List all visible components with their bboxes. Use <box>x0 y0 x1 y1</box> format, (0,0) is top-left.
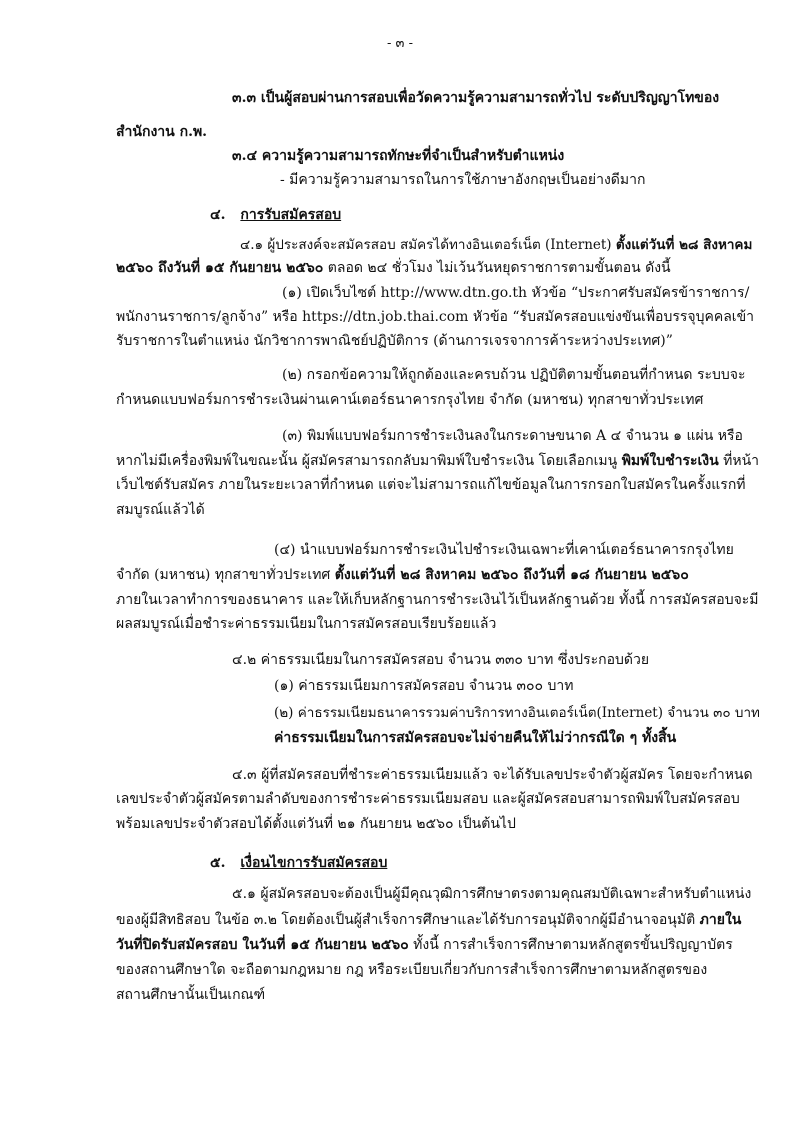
step3-line1: (๓) พิมพ์แบบฟอร์มการชำระเงินลงในกระดาษขนาด A ๔ จำนวน ๑ แผ่น หรือ <box>282 428 743 444</box>
sec5-1-line2-text: ของผู้มีสิทธิสอบ ในข้อ ๓.๒ โดยต้องเป็นผู้สำเร็จการศึกษาและได้รับการอนุมัติจากผู้มีอำนาจอนุมัติ <box>116 912 700 928</box>
sec4-1-line2 <box>116 258 671 278</box>
step1-line3: รับราชการในตำแหน่ง นักวิชาการพาณิชย์ปฏิบัติการ (ด้านการเจรจาการค้าระหว่างประเทศ)” <box>116 333 673 349</box>
sec5-1-line1: ๕.๑ ผู้สมัครสอบจะต้องเป็นผู้มีคุณวุฒิการศึกษาตรงตามคุณสมบัติเฉพาะสำหรับตำแหน่ง <box>232 886 752 902</box>
step4-line3: ภายในเวลาทำการของธนาคาร และให้เก็บหลักฐานการชำระเงินไว้เป็นหลักฐานด้วย ทั้งนี้ การสมัครสอบจะมี <box>116 592 759 608</box>
sec4-title: การรับสมัครสอบ <box>240 207 342 223</box>
sec3-3-line1: ๓.๓ เป็นผู้สอบผ่านการสอบเพื่อวัดความรู้ความสามารถทั่วไป ระดับปริญญาโทของ <box>232 90 720 106</box>
sec5-heading <box>210 853 387 873</box>
sec4-2-item1: (๑) ค่าธรรมเนียมการสมัครสอบ จำนวน ๓๐๐ บาท <box>274 678 574 694</box>
sec4-heading <box>210 205 341 225</box>
step3-line2-end: ที่หน้า <box>718 453 760 469</box>
sec5-1-line3-date: วันที่ปิดรับสมัครสอบ ในวันที่ ๑๕ กันยายน ๒๕๖๐ <box>116 937 409 953</box>
step4-line2 <box>116 565 689 585</box>
sec4-3-line1: ๔.๓ ผู้ที่สมัครสอบที่ชำระค่าธรรมเนียมแล้ว จะได้รับเลขประจำตัวผู้สมัคร โดยจะกำหนด <box>232 767 753 783</box>
sec4-2-title: ๔.๒ ค่าธรรมเนียมในการสมัครสอบ จำนวน ๓๓๐ บาท ซึ่งประกอบด้วย <box>232 652 650 668</box>
sec5-1-line5: สถานศึกษานั้นเป็นเกณฑ์ <box>116 987 266 1003</box>
step1-line2: พนักงานราชการ/ลูกจ้าง” หรือ https://dtn.job.thai.com หัวข้อ “รับสมัครสอบแข่งขันเพื่อบรรจุบุคคลเข้า <box>116 309 754 325</box>
sec4-1-line2-text: ตลอด ๒๔ ชั่วโมง ไม่เว้นวันหยุดราชการตามขั้นตอน ดังนี้ <box>323 260 671 276</box>
step4-line1: (๔) นำแบบฟอร์มการชำระเงินไปชำระเงินเฉพาะที่เคาน์เตอร์ธนาคารกรุงไทย <box>274 542 734 558</box>
sec3-4-title: ๓.๔ ความรู้ความสามารถทักษะที่จำเป็นสำหรับตำแหน่ง <box>232 148 565 164</box>
sec4-1-line1 <box>240 235 752 255</box>
step3-line2 <box>116 451 759 471</box>
step3-line2-text: หากไม่มีเครื่องพิมพ์ในขณะนั้น ผู้สมัครสามารถกลับมาพิมพ์ใบชำระเงิน โดยเลือกเมนู <box>116 453 622 469</box>
sec3-3-line2: สำนักงาน ก.พ. <box>116 124 208 140</box>
step4-line2-text: จำกัด (มหาชน) ทุกสาขาทั่วประเทศ <box>116 567 335 583</box>
sec5-1-line2 <box>116 910 741 930</box>
sec4-1-line1-date: ตั้งแต่วันที่ ๒๘ สิงหาคม <box>615 237 753 253</box>
step2-line2: กำหนดแบบฟอร์มการชำระเงินผ่านเคาน์เตอร์ธนาคารกรุงไทย จำกัด (มหาชน) ทุกสาขาทั่วประเทศ <box>116 392 704 408</box>
step3-line4: สมบูรณ์แล้วได้ <box>116 502 205 518</box>
step3-menu-name: พิมพ์ใบชำระเงิน <box>621 453 719 469</box>
sec5-1-line3-text: ทั้งนี้ การสำเร็จการศึกษาตามหลักสูตรขั้นปริญญาบัตร <box>408 937 733 953</box>
sec5-title: เงื่อนไขการรับสมัครสอบ <box>240 855 388 871</box>
sec5-1-line4: ของสถานศึกษาใด จะถือตามกฎหมาย กฎ หรือระเบียบเกี่ยวกับการสำเร็จการศึกษาตามหลักสูตรของ <box>116 962 708 978</box>
sec4-2-item2: (๒) ค่าธรรมเนียมธนาคารรวมค่าบริการทางอินเตอร์เน็ต(Internet) จำนวน ๓๐ บาท <box>274 705 760 721</box>
sec4-3-line2: เลขประจำตัวผู้สมัครตามลำดับของการชำระค่าธรรมเนียมสอบ และผู้สมัครสอบสามารถพิมพ์ใบสมัครสอบ <box>116 791 740 807</box>
sec5-1-line3 <box>116 935 733 955</box>
sec4-number: ๔. <box>210 207 226 223</box>
sec5-number: ๕. <box>210 855 226 871</box>
sec4-3-line3: พร้อมเลขประจำตัวสอบได้ตั้งแต่วันที่ ๒๑ กันยายน ๒๕๖๐ เป็นต้นไป <box>116 816 516 832</box>
step2-line1: (๒) กรอกข้อความให้ถูกต้องและครบถ้วน ปฏิบัติตามขั้นตอนที่กำหนด ระบบจะ <box>282 367 746 383</box>
sec4-1-line1-text: ๔.๑ ผู้ประสงค์จะสมัครสอบ สมัครได้ทางอินเตอร์เน็ต (Internet) <box>240 237 616 253</box>
page-number: - ๓ - <box>387 36 413 51</box>
sec4-1-line2-date: ๒๕๖๐ ถึงวันที่ ๑๕ กันยายน ๒๕๖๐ <box>116 260 324 276</box>
step3-line3: เว็บไซต์รับสมัคร ภายในระยะเวลาที่กำหนด แต่จะไม่สามารถแก้ไขข้อมูลในการกรอกใบสมัครในครั้งแรกที่ <box>116 477 746 493</box>
sec3-4-item: - มีความรู้ความสามารถในการใช้ภาษาอังกฤษเป็นอย่างดีมาก <box>280 172 646 188</box>
step4-line2-date: ตั้งแต่วันที่ ๒๘ สิงหาคม ๒๕๖๐ ถึงวันที่ ๑๘ กันยายน ๒๕๖๐ <box>334 567 689 583</box>
sec4-2-note: ค่าธรรมเนียมในการสมัครสอบจะไม่จ่ายคืนให้ไม่ว่ากรณีใด ๆ ทั้งสิ้น <box>274 730 677 746</box>
sec5-1-line2-bold: ภายใน <box>699 912 742 928</box>
step4-line4: ผลสมบูรณ์เมื่อชำระค่าธรรมเนียมในการสมัครสอบเรียบร้อยแล้ว <box>116 616 497 632</box>
step1-line1: (๑) เปิดเว็บไซต์ http://www.dtn.go.th หัวข้อ “ประกาศรับสมัครข้าราชการ/ <box>282 285 750 301</box>
